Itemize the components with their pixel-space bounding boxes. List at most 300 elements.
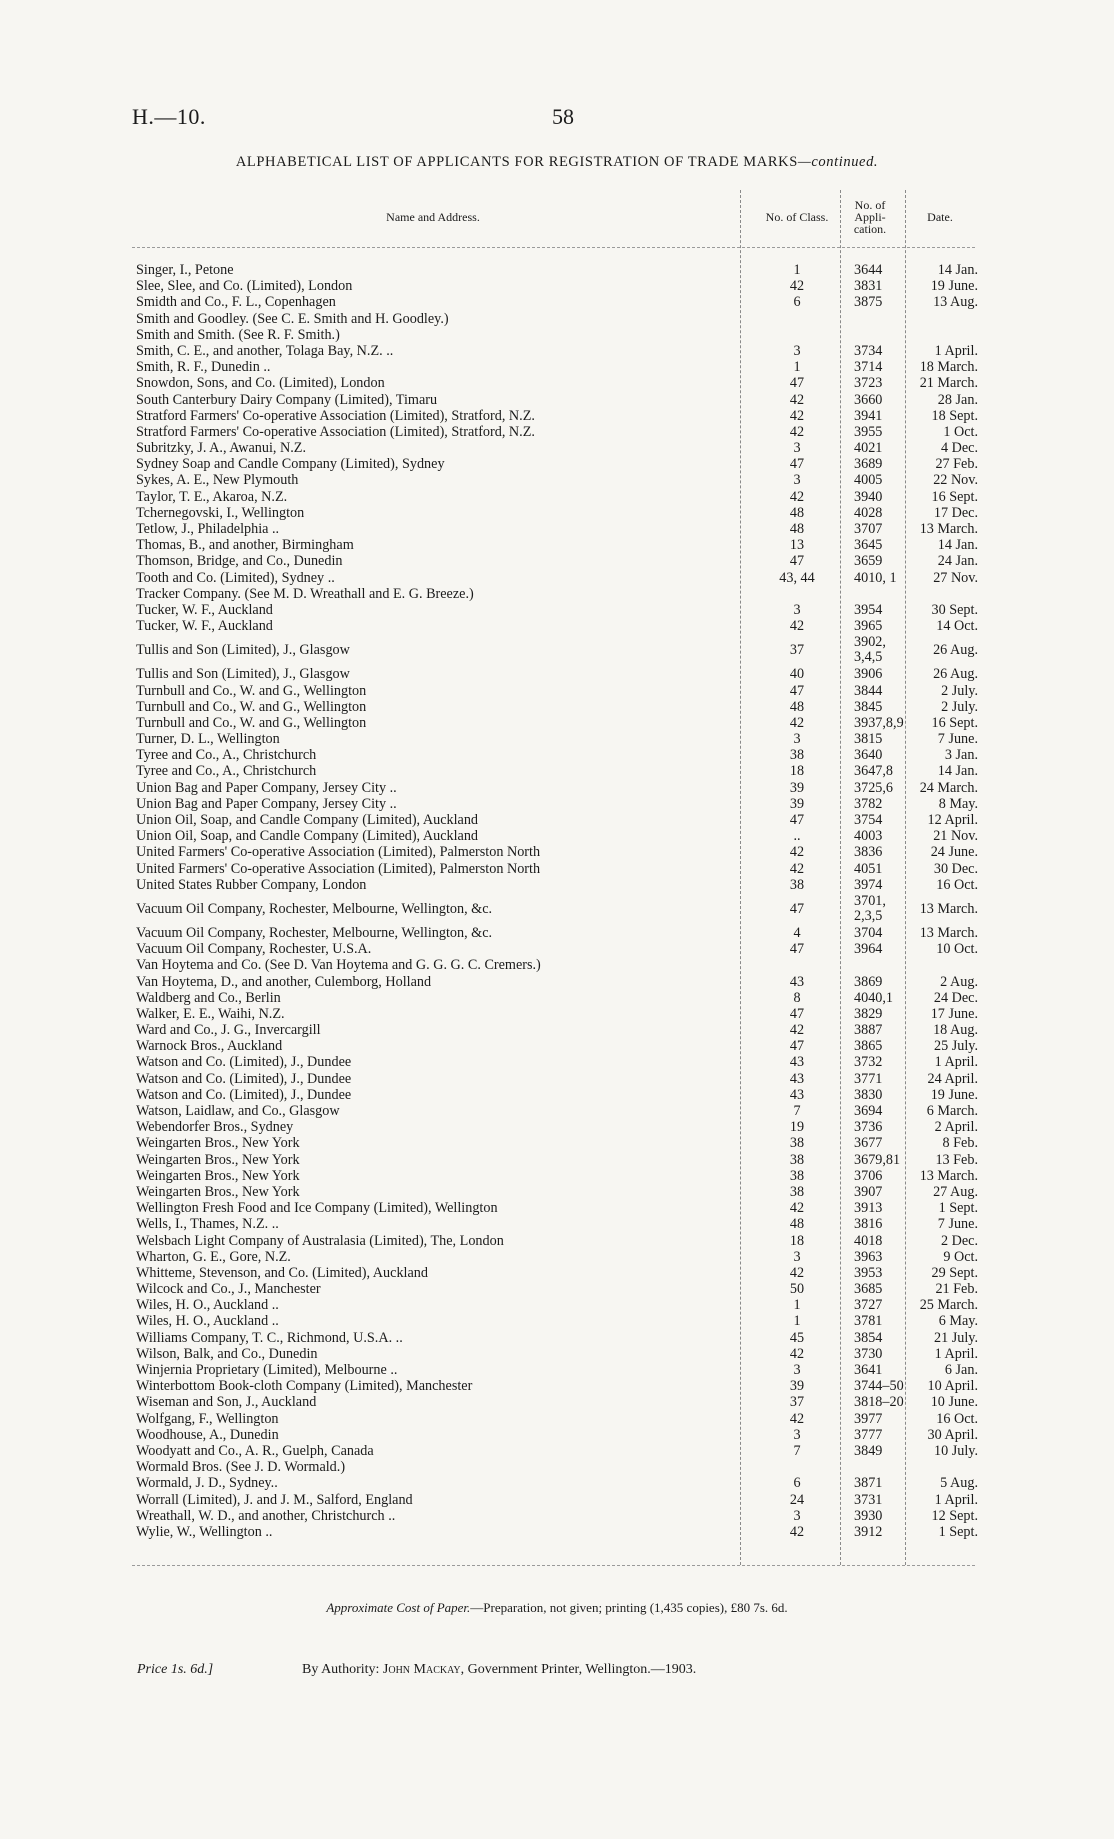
class-number: 42 [789,407,805,424]
applicant-name: Whitteme, Stevenson, and Co. (Limited), Auckland [136,1264,428,1281]
class-number: 45 [789,1329,805,1346]
table-row [132,586,975,602]
applicant-name: Stratford Farmers' Co-operative Association (Limited), Stratford, N.Z. [136,423,535,440]
applicant-name: Wellington Fresh Food and Ice Company (Limited), Wellington [136,1200,498,1217]
application-date: 1 April. [934,1491,978,1508]
applicant-name: Woodhouse, A., Dunedin [136,1426,279,1443]
class-number: 42 [789,1345,805,1362]
table-row [132,618,978,635]
application-date: 2 Dec. [940,1232,978,1249]
class-number: 1 [793,262,801,278]
class-number: 18 [789,763,805,780]
table-row [132,941,978,958]
column-header-application: No. of Appli-cation. [853,198,887,236]
application-number: 3930 [854,1507,883,1524]
class-number: 3 [793,1362,801,1378]
application-date: 12 April. [927,812,978,828]
class-number: 47 [789,1038,805,1055]
applicant-name: Taylor, T. E., Akaroa, N.Z. [136,488,288,505]
table-row [132,876,978,893]
table-row [132,1523,978,1540]
application-number: 3660 [854,391,883,408]
application-number: 3744–50 [854,1378,904,1395]
class-number: 48 [789,698,805,715]
application-date: 7 June. [937,731,978,748]
class-number: 47 [789,456,805,473]
class-number: 47 [789,553,805,570]
application-date: 1 April. [934,1345,978,1362]
application-number: 4003 [854,828,883,845]
class-number: 3 [793,1426,801,1443]
application-date: 25 July. [933,1038,978,1055]
cost-text: —Preparation, not given; printing (1,435 copies), £80 7s. 6d. [470,1600,788,1615]
applicant-name: Union Bag and Paper Company, Jersey City .. [136,795,397,812]
applicant-name: Webendorfer Bros., Sydney [136,1119,294,1136]
table-row [132,1248,978,1265]
application-date: 17 June. [930,1005,978,1022]
authority-prefix: By Authority: [302,1662,380,1677]
application-number: 3940 [854,488,883,505]
cost-note [0,1600,1114,1616]
table-row [132,1200,978,1217]
table-row [132,828,978,845]
title-suffix: —continued. [797,154,879,170]
application-number: 3782 [854,795,883,812]
applicant-name: Wilson, Balk, and Co., Dunedin [136,1345,318,1362]
applicant-name: Smith, R. F., Dunedin .. [136,359,271,376]
application-number: 3887 [854,1022,883,1039]
class-number: 38 [789,876,805,893]
application-date: 14 Oct. [936,618,978,635]
table-row [132,1022,978,1039]
rule-bottom [132,1565,975,1566]
application-number: 3871 [854,1475,883,1492]
table-row [132,1086,978,1103]
table-row [132,1313,978,1330]
application-date: 27 Nov. [933,569,978,586]
applicant-name: Vacuum Oil Company, Rochester, U.S.A. [136,941,372,958]
class-number: 47 [789,375,805,392]
applicant-name: Wells, I., Thames, N.Z. .. [136,1216,279,1233]
application-number: 3836 [854,844,883,861]
applicant-name: Woodyatt and Co., A. R., Guelph, Canada [136,1442,374,1459]
applicant-name: Smith and Smith. (See R. F. Smith.) [136,326,340,343]
application-date: 19 June. [930,278,978,295]
class-number: 1 [793,359,801,376]
application-number: 3777 [854,1426,883,1443]
applicant-name: Turnbull and Co., W. and G., Wellington [136,714,367,731]
authority-suffix: , Government Printer, Wellington.—1903. [460,1662,697,1677]
applicant-name: Welsbach Light Company of Australasia (Limited), The, London [136,1232,504,1249]
table-row [132,1410,978,1427]
application-number: 3714 [854,359,883,376]
applicant-name: Wreathall, W. D., and another, Christchurch .. [136,1507,396,1524]
class-number: 50 [789,1281,805,1298]
application-date: 24 March. [919,779,978,796]
applicant-name: Wormald, J. D., Sydney.. [136,1475,278,1492]
table-row [132,812,978,828]
table-row [132,472,978,489]
class-number: 42 [789,714,805,731]
application-number-line: 3,4,5 [854,649,883,666]
class-number: 43 [789,1070,805,1087]
application-number: 3906 [854,666,883,683]
applicant-name: Winterbottom Book-cloth Company (Limited), Manchester [136,1378,473,1395]
application-number: 3677 [854,1135,883,1152]
applicant-name: Wiles, H. O., Auckland .. [136,1313,279,1330]
table-row [132,779,978,796]
application-date: 18 Aug. [933,1022,978,1039]
applicant-name: Tooth and Co. (Limited), Sydney .. [136,569,335,586]
application-date: 1 April. [934,1054,978,1071]
class-number: 43, 44 [779,569,815,586]
application-date: 5 Aug. [940,1475,978,1492]
application-date: 22 Nov. [933,472,978,489]
applicant-name: Snowdon, Sons, and Co. (Limited), London [136,375,385,392]
application-number: 3937,8,9 [854,714,904,731]
application-date: 16 Oct. [936,1410,978,1427]
applicant-name: Wormald Bros. (See J. D. Wormald.) [136,1459,346,1476]
class-number: 7 [793,1103,801,1119]
application-number: 3732 [854,1054,883,1071]
class-number: 3 [793,731,801,748]
applicant-name: United Farmers' Co-operative Association (Limited), Palmerston North [136,844,541,861]
page-title [0,154,1114,171]
applicant-name: Tucker, W. F., Auckland [136,601,273,618]
class-number: 43 [789,1054,805,1071]
applicant-name: Sykes, A. E., New Plymouth [136,472,299,489]
class-number: 39 [789,1378,805,1395]
application-number: 3977 [854,1410,883,1427]
application-date: 13 Feb. [935,1151,978,1168]
table-row [132,262,978,278]
class-number: 19 [789,1119,805,1136]
table-row [132,1394,978,1411]
class-number: 47 [789,682,805,699]
class-number: 47 [789,941,805,958]
application-number: 3829 [854,1005,883,1022]
application-number: 3954 [854,601,883,618]
table-row [132,601,978,618]
application-number: 3816 [854,1216,883,1233]
application-number: 3645 [854,537,883,554]
application-date: 8 Feb. [942,1135,978,1152]
applicant-name: South Canterbury Dairy Company (Limited), Timaru [136,391,438,408]
applicant-name: Watson, Laidlaw, and Co., Glasgow [136,1103,340,1119]
application-date: 6 March. [926,1103,978,1119]
application-number: 3844 [854,682,883,699]
application-number: 3849 [854,1442,883,1459]
application-number-line: 2,3,5 [854,907,883,924]
applicant-name: United States Rubber Company, London [136,876,367,893]
table-row [132,892,978,925]
application-date: 12 Sept. [931,1507,978,1524]
application-date: 2 April. [934,1119,978,1136]
application-number: 3865 [854,1038,883,1055]
table-row [132,1281,978,1298]
table-row [132,327,975,343]
table-row [132,747,978,764]
table-row [132,844,978,861]
applicant-name: Tracker Company. (See M. D. Wreathall and E. G. Breeze.) [136,585,474,602]
application-number: 3707 [854,521,883,537]
column-header-name: Name and Address. [386,210,480,224]
class-number: 8 [793,989,801,1006]
application-number: 3734 [854,342,883,359]
class-number: 47 [789,900,805,917]
application-number [850,635,912,665]
class-number: 39 [789,795,805,812]
application-number: 3854 [854,1329,883,1346]
table-row [132,1167,978,1184]
applicant-name: Weingarten Bros., New York [136,1135,300,1152]
table-row [132,1329,978,1346]
applicant-name: Watson and Co. (Limited), J., Dundee [136,1086,352,1103]
class-number: 37 [789,1394,805,1411]
applicant-name: Wilcock and Co., J., Manchester [136,1281,321,1298]
application-number: 3818–20 [854,1394,904,1411]
applicant-name: Smith, C. E., and another, Tolaga Bay, N.Z. .. [136,342,394,359]
table-row [132,1232,978,1249]
application-number: 4040,1 [854,989,894,1006]
class-number: 18 [789,1232,805,1249]
application-number: 3831 [854,278,883,295]
applicant-name: Watson and Co. (Limited), J., Dundee [136,1054,352,1071]
table-row [132,423,978,440]
application-number: 3704 [854,924,883,941]
application-date: 30 Sept. [931,601,978,618]
class-number: 43 [789,973,805,990]
applicant-name: Weingarten Bros., New York [136,1167,300,1184]
class-number: 42 [789,1200,805,1217]
application-date: 1 Oct. [943,423,978,440]
application-date: 10 July. [933,1442,978,1459]
printer-name: John Mackay [382,1662,461,1677]
application-date: 27 Feb. [935,456,978,473]
class-number: 1 [793,1313,801,1330]
class-number: 42 [789,1410,805,1427]
class-number: .. [793,828,801,845]
table-row [132,1119,978,1136]
application-date: 21 July. [933,1329,978,1346]
table-row [132,375,978,392]
application-date: 8 May. [938,795,978,812]
table-row [132,1264,978,1281]
application-number: 3731 [854,1491,883,1508]
table-row [132,1151,978,1168]
application-number: 3830 [854,1086,883,1103]
table-row [132,957,975,973]
applicant-name: Tchernegovski, I., Wellington [136,504,305,521]
table-row [132,342,978,359]
application-date: 30 April. [927,1426,978,1443]
applicant-name: Wiles, H. O., Auckland .. [136,1297,279,1314]
table-row [132,488,978,505]
application-number: 4028 [854,504,883,521]
table-row [132,698,978,715]
application-date: 27 Aug. [933,1183,978,1200]
table-row [132,666,978,683]
class-number: 3 [793,472,801,489]
application-number: 3913 [854,1200,883,1217]
application-date: 1 Sept. [938,1200,978,1217]
table-row [132,1054,978,1071]
table-row [132,1345,978,1362]
class-number: 24 [789,1491,805,1508]
application-number: 3845 [854,698,883,715]
table-row [132,407,978,424]
application-date: 7 June. [937,1216,978,1233]
class-number: 43 [789,1086,805,1103]
application-number: 3974 [854,876,883,893]
application-date: 4 Dec. [940,440,978,457]
class-number: 13 [789,537,805,554]
table-row [132,1005,978,1022]
application-date: 28 Jan. [937,391,978,408]
applicant-name: Tullis and Son (Limited), J., Glasgow [136,666,350,683]
table-row [132,1183,978,1200]
applicant-name: Ward and Co., J. G., Invercargill [136,1022,321,1039]
applicant-name: Vacuum Oil Company, Rochester, Melbourne, Wellington, &c. [136,924,493,941]
applicant-name: Slee, Slee, and Co. (Limited), London [136,278,353,295]
class-number: 3 [793,440,801,457]
application-number: 3659 [854,553,883,570]
application-number: 3907 [854,1183,883,1200]
application-date: 29 Sept. [931,1264,978,1281]
applicant-name: Weingarten Bros., New York [136,1183,300,1200]
applicant-name: Union Oil, Soap, and Candle Company (Limited), Auckland [136,812,479,828]
application-number: 3679,81 [854,1151,901,1168]
application-number: 4021 [854,440,883,457]
table-row [132,1507,978,1524]
class-number: 42 [789,1022,805,1039]
applicant-name: Van Hoytema and Co. (See D. Van Hoytema and G. G. G. C. Cremers.) [136,957,541,974]
table-row [132,1297,978,1314]
application-number: 3963 [854,1248,883,1265]
application-date: 16 Sept. [931,488,978,505]
table-row [132,1103,978,1119]
applicant-name: Tullis and Son (Limited), J., Glasgow [136,642,350,659]
table-row [132,537,978,554]
class-number: 42 [789,860,805,877]
class-number: 48 [789,504,805,521]
application-number-line: 3902, [854,634,886,651]
table-row [132,521,978,537]
class-number: 38 [789,1151,805,1168]
price: Price 1s. 6d.] [137,1662,214,1677]
table-row [132,860,978,877]
table-row [132,553,978,570]
application-number: 3964 [854,941,883,958]
application-number: 4010, 1 [854,569,897,586]
application-date: 13 March. [919,924,978,941]
class-number: 38 [789,747,805,764]
application-number: 3815 [854,731,883,748]
application-date: 14 Jan. [937,537,978,554]
application-number: 3912 [854,1523,883,1540]
application-number: 3781 [854,1313,883,1330]
class-number: 38 [789,1167,805,1184]
class-number: 37 [789,642,805,659]
table-row [132,1459,975,1475]
application-number-line: 3701, [854,892,886,909]
applicant-name: Warnock Bros., Auckland [136,1038,283,1055]
application-number: 3736 [854,1119,883,1136]
application-date: 24 Dec. [933,989,978,1006]
table-row [132,294,978,311]
table-row [132,311,975,327]
applicant-name: Winjernia Proprietary (Limited), Melbourne .. [136,1362,398,1378]
table-row [132,569,978,586]
applicant-name: Van Hoytema, D., and another, Culemborg, Holland [136,973,432,990]
application-number: 3941 [854,407,883,424]
rule-top [132,247,975,248]
table-row [132,1038,978,1055]
table-row [132,1475,978,1492]
application-date: 13 March. [919,521,978,537]
application-date: 18 Sept. [931,407,978,424]
cost-label: Approximate Cost of Paper. [326,1600,471,1615]
table-row [132,924,978,941]
application-number: 3727 [854,1297,883,1314]
table-row [132,1070,978,1087]
application-date: 19 June. [930,1086,978,1103]
applicant-name: Turnbull and Co., W. and G., Wellington [136,698,367,715]
application-date: 16 Oct. [936,876,978,893]
application-date: 2 July. [941,698,978,715]
applicant-name: Tyree and Co., A., Christchurch [136,747,317,764]
title-text: ALPHABETICAL LIST OF APPLICANTS FOR REGISTRATION OF TRADE MARKS [235,154,798,170]
class-number: 3 [793,342,801,359]
class-number: 38 [789,1135,805,1152]
application-number: 3685 [854,1281,883,1298]
table-row [132,1135,978,1152]
class-number: 38 [789,1183,805,1200]
class-number: 47 [789,1005,805,1022]
applicant-name: Wolfgang, F., Wellington [136,1410,279,1427]
applicant-name: Sydney Soap and Candle Company (Limited), Sydney [136,456,445,473]
application-number: 3723 [854,375,883,392]
class-number: 3 [793,1507,801,1524]
table-row [132,1442,978,1459]
table-row [132,973,978,990]
application-number: 3647,8 [854,763,894,780]
applicant-name: Tetlow, J., Philadelphia .. [136,521,280,537]
table-row [132,634,978,666]
application-date: 2 Aug. [940,973,978,990]
application-date: 26 Aug. [933,666,978,683]
applicant-name: Watson and Co. (Limited), J., Dundee [136,1070,352,1087]
applicant-name: Union Oil, Soap, and Candle Company (Limited), Auckland [136,828,479,845]
applicant-name: Smidth and Co., F. L., Copenhagen [136,294,336,311]
table-row [132,1491,978,1508]
application-date: 10 April. [927,1378,978,1395]
application-number: 3955 [854,423,883,440]
table-row [132,989,978,1006]
applicant-name: Union Bag and Paper Company, Jersey City .. [136,779,397,796]
application-date: 21 Feb. [935,1281,978,1298]
table-row [132,731,978,748]
table-row [132,714,978,731]
table-row [132,682,978,699]
class-number: 42 [789,391,805,408]
application-date: 25 March. [919,1297,978,1314]
applicant-name: Thomson, Bridge, and Co., Dunedin [136,553,343,570]
class-number: 42 [789,423,805,440]
application-date: 3 Jan. [944,747,978,764]
application-number: 3706 [854,1167,883,1184]
class-number: 6 [793,1475,801,1492]
